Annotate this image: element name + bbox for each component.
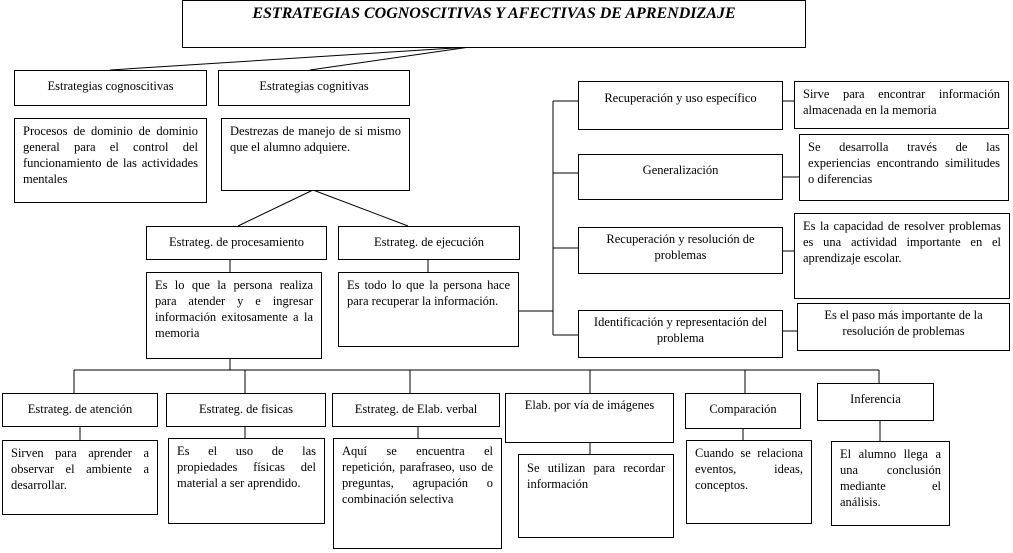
node-estrateg-procesamiento: Estrateg. de procesamiento	[146, 226, 327, 260]
node-comparacion: Comparación	[685, 393, 801, 429]
node-estrategias-cognoscitivas: Estrategias cognoscitivas	[14, 70, 207, 106]
desc-generalizacion: Se desarrolla través de las experiencias encontrando similitudes o diferencias	[799, 134, 1009, 201]
node-elab-imagenes: Elab. por vía de imágenes	[505, 393, 674, 443]
node-estrateg-atencion: Estrateg. de atención	[2, 393, 158, 427]
desc-estrateg-ejecucion: Es todo lo que la persona hace para recuperar la información.	[338, 272, 519, 347]
desc-estrategias-cognitivas: Destrezas de manejo de si mismo que el alumno adquiere.	[221, 118, 410, 191]
node-estrateg-fisicas: Estrateg. de fisicas	[166, 393, 326, 427]
node-estrategias-cognitivas: Estrategias cognitivas	[218, 70, 410, 106]
node-generalizacion: Generalización	[578, 154, 783, 200]
desc-estrateg-procesamiento: Es lo que la persona realiza para atender y e ingresar información exitosamente a la memoria	[146, 272, 322, 359]
desc-recuperacion-uso: Sirve para encontrar información almacenada en la memoria	[794, 81, 1009, 129]
diagram-title: ESTRATEGIAS COGNOSCITIVAS Y AFECTIVAS DE APRENDIZAJE	[182, 0, 806, 48]
desc-estrategias-cognoscitivas: Procesos de dominio de dominio general para el control del funcionamiento de las actividades mentales	[14, 118, 207, 203]
desc-comparacion: Cuando se relaciona eventos, ideas, conceptos.	[686, 440, 812, 524]
node-identificacion-representacion: Identificación y representación del problema	[578, 310, 783, 358]
node-inferencia: Inferencia	[817, 383, 934, 421]
desc-elab-imagenes: Se utilizan para recordar información	[518, 454, 674, 538]
node-estrateg-ejecucion: Estrateg. de ejecución	[338, 226, 520, 260]
desc-estrateg-elab-verbal: Aquí se encuentra el repetición, parafraseo, uso de preguntas, agrupación o combinación selectiva	[333, 438, 502, 549]
desc-identificacion-representacion: Es el paso más importante de la resolución de problemas	[797, 303, 1010, 351]
node-estrateg-elab-verbal: Estrateg. de Elab. verbal	[332, 393, 500, 427]
desc-estrateg-fisicas: Es el uso de las propiedades físicas del material a ser aprendido.	[168, 438, 325, 524]
desc-inferencia: El alumno llega a una conclusión mediante el análisis.	[831, 441, 950, 526]
desc-recuperacion-resolucion: Es la capacidad de resolver problemas es una actividad importante en el aprendizaje escolar.	[794, 213, 1010, 299]
node-recuperacion-uso: Recuperación y uso específico	[578, 81, 783, 130]
node-recuperacion-resolucion: Recuperación y resolución de problemas	[578, 227, 783, 274]
desc-estrateg-atencion: Sirven para aprender a observar el ambiente a desarrollar.	[2, 440, 158, 515]
